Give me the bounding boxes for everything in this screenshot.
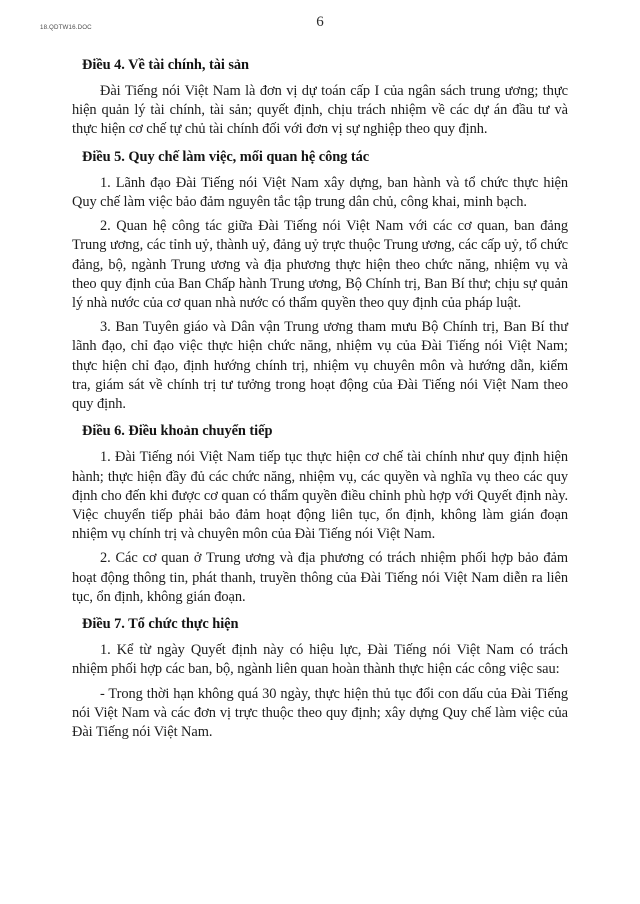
paragraph-dieu-5-1: 1. Lãnh đạo Đài Tiếng nói Việt Nam xây dựng, ban hành và tổ chức thực hiện Quy chế làm việc bảo đảm nguyên tắc tập trung dân chủ, công khai, minh bạch. xyxy=(72,174,568,210)
heading-dieu-4: Điều 4. Về tài chính, tài sản xyxy=(82,57,249,73)
document-body xyxy=(72,56,568,742)
source-file-code: 18.QDTW16.DOC xyxy=(40,24,92,31)
paragraph-dieu-7-1: 1. Kể từ ngày Quyết định này có hiệu lực, Đài Tiếng nói Việt Nam có trách nhiệm phối hợp các ban, bộ, ngành liên quan hoàn thành thực hiện các công việc sau: xyxy=(72,642,568,678)
paragraph-dieu-6-2: 2. Các cơ quan ở Trung ương và địa phương có trách nhiệm phối hợp bảo đảm hoạt động thông tin, phát thanh, truyền thông của Đài Tiếng nói Việt Nam diễn ra liên tục, ổn định, không gián đoạn. xyxy=(72,550,568,605)
spacer xyxy=(72,607,568,615)
heading-dieu-6: Điều 6. Điều khoản chuyển tiếp xyxy=(82,423,273,440)
paragraph-dieu-4-1: Đài Tiếng nói Việt Nam là đơn vị dự toán cấp I của ngân sách trung ương; thực hiện quản lý tài chính, tài sản; quyết định, chịu trách nhiệm về các dự án đầu tư và thực hiện cơ chế tự chủ tài chính đối với đơn vị sự nghiệp theo quy định. xyxy=(72,83,568,138)
spacer xyxy=(72,140,568,148)
list-item-dieu-7-dash-1: - Trong thời hạn không quá 30 ngày, thực hiện thủ tục đổi con dấu của Đài Tiếng nói Việt Nam và các đơn vị trực thuộc theo quy định; xây dựng Quy chế làm việc của Đài Tiếng nói Việt Nam. xyxy=(72,685,568,740)
spacer xyxy=(72,414,568,422)
paragraph-dieu-5-3: 3. Ban Tuyên giáo và Dân vận Trung ương tham mưu Bộ Chính trị, Ban Bí thư lãnh đạo, chỉ đạo việc thực hiện chức năng, nhiệm vụ của Đài Tiếng nói Việt Nam; thực hiện chỉ đạo, định hướng chính trị, nhiệm vụ chuyên môn và hướng dẫn, kiểm tra, giám sát về chính trị tư tưởng trong hoạt động của Đài Tiếng nói Việt Nam theo quy định. xyxy=(72,319,568,413)
page-header xyxy=(0,0,640,46)
paragraph-dieu-6-1: 1. Đài Tiếng nói Việt Nam tiếp tục thực hiện cơ chế tài chính như quy định hiện hành; thực hiện đầy đủ các chức năng, nhiệm vụ, các quyền và nghĩa vụ theo các quy định cho đến khi được cơ quan có thẩm quyền điều chỉnh phù hợp với Quyết định này. Việc chuyển tiếp phải bảo đảm hoạt động liên tục, ổn định, không làm gián đoạn nhiệm vụ chính trị và chuyên môn của Đài Tiếng nói Việt Nam. xyxy=(72,449,568,543)
page-number: 6 xyxy=(316,14,324,30)
heading-dieu-7: Điều 7. Tổ chức thực hiện xyxy=(82,616,239,633)
heading-dieu-5: Điều 5. Quy chế làm việc, mối quan hệ công tác xyxy=(82,148,370,165)
paragraph-dieu-5-2: 2. Quan hệ công tác giữa Đài Tiếng nói Việt Nam với các cơ quan, ban đảng Trung ương, các tỉnh uỷ, thành uỷ, đảng uỷ trực thuộc Trung ương, các cấp uỷ, tổ chức đảng, bộ, ngành Trung ương và địa phương thực hiện theo chức năng, nhiệm vụ và theo quy định của Ban Chấp hành Trung ương, Bộ Chính trị, Ban Bí thư; chịu sự quản lý nhà nước của cơ quan nhà nước có thẩm quyền theo quy định của pháp luật. xyxy=(72,218,568,311)
